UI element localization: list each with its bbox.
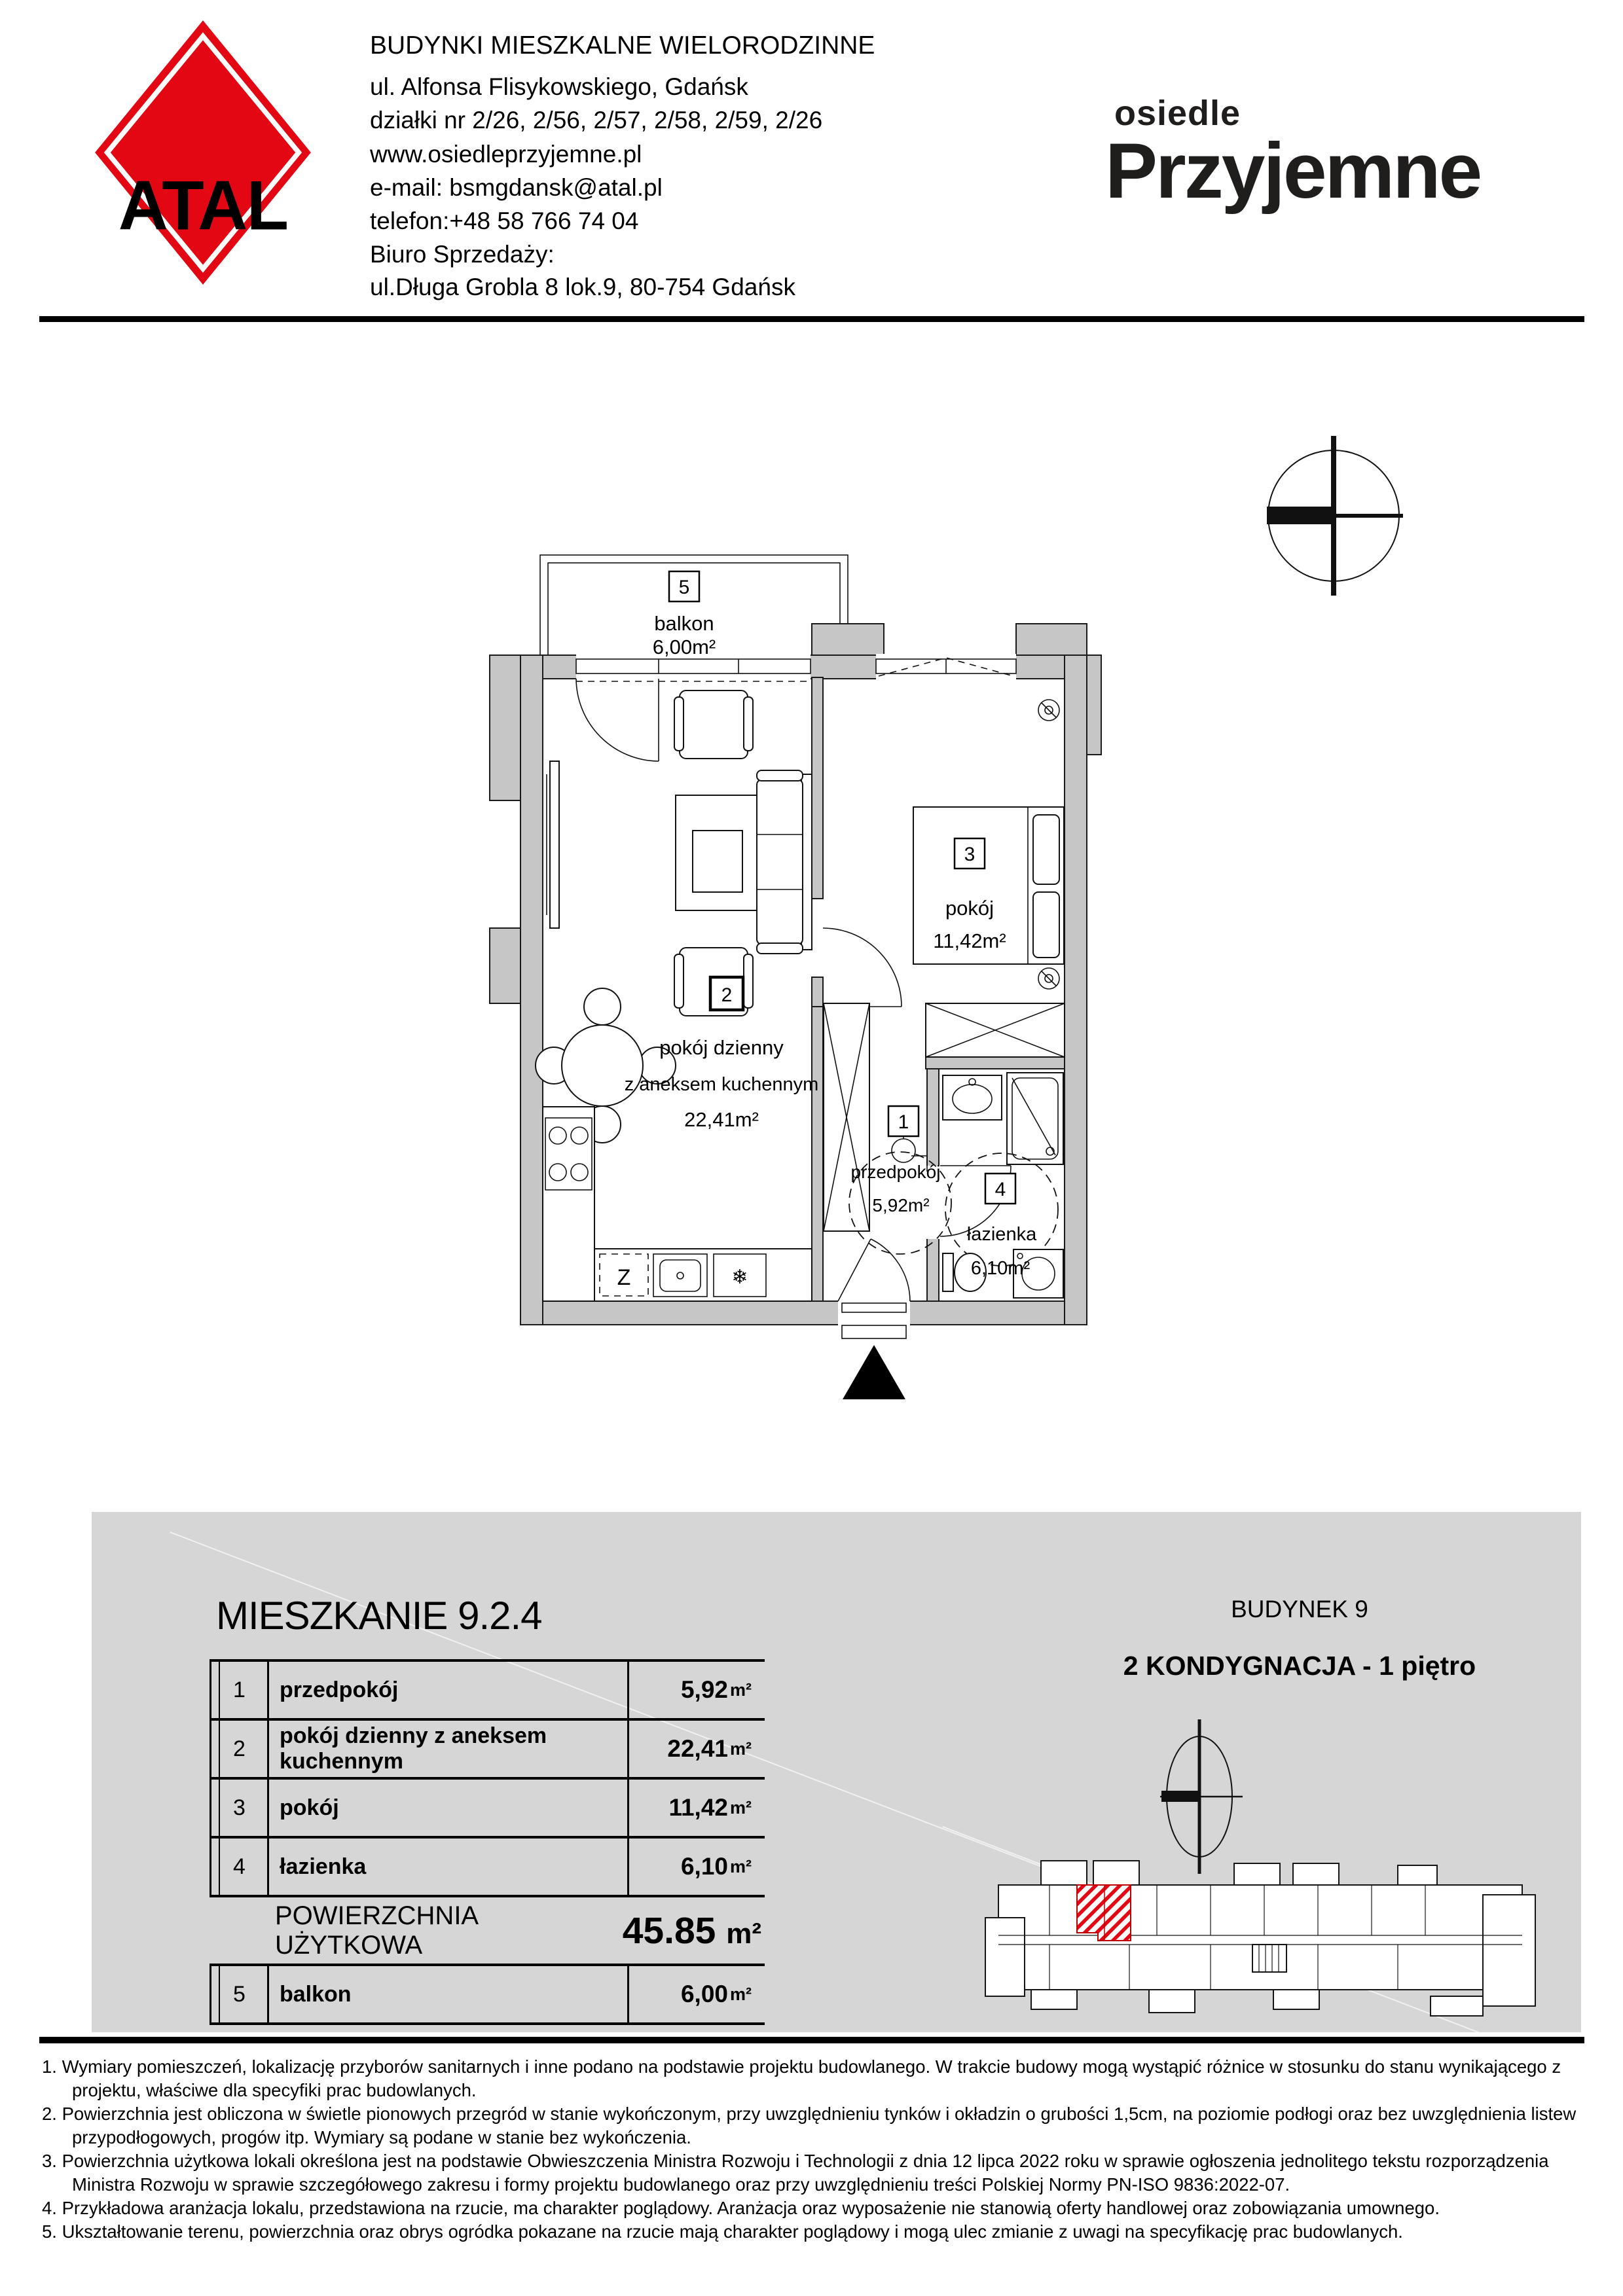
wall-closet-bath — [926, 1057, 1065, 1069]
room-name: pokój dzienny — [659, 1036, 784, 1059]
sofa — [757, 770, 812, 954]
table-row — [211, 1662, 765, 1721]
building-storey: 2 KONDYGNACJA - 1 piętro — [1123, 1651, 1476, 1681]
row-name: przedpokój — [280, 1677, 399, 1702]
entrance-arrow — [843, 1345, 905, 1399]
tv-unit — [547, 761, 559, 928]
coffee-table — [676, 795, 759, 910]
estate-logo-large: Przyjemne — [1105, 127, 1481, 215]
row-area — [627, 1780, 765, 1836]
project-website: www.osiedleprzyjemne.pl — [370, 141, 642, 168]
header-separator — [39, 316, 1584, 322]
table-row — [211, 1780, 765, 1839]
bedroom-window — [876, 654, 1016, 680]
row-number: 1 — [211, 1662, 269, 1718]
room-name: przedpokój — [850, 1162, 941, 1182]
total-area-row — [210, 1899, 763, 1962]
socket-symbol — [1038, 700, 1059, 721]
row-name: balkon — [280, 1981, 352, 2007]
room-area: 5,92m² — [872, 1195, 930, 1215]
row-name: pokój — [280, 1795, 339, 1820]
footnote: 3. Powierzchnia użytkowa lokali określona jest na podstawie Obwieszczenia Ministra Rozwoju i Technologii z dnia 12 lipca 2022 roku w sprawie ogłoszenia jednolitego tekstu rozporządzenia Ministra Rozwoju w sprawie szczegółowego zakresu i formy projektu budowlanego oraz przy uwzględnieniu treści Polskiej Normy PN-ISO 9836:2022-07. — [42, 2151, 1549, 2195]
total-area-value — [623, 1909, 763, 1952]
footnote: 2. Powierzchnia jest obliczona w świetle pionowych przegród w stanie wykończonym, przy uwzględnieniu tynków i okładzin o grubości 1,5cm, na poziomie podłogi oraz bez uwzględnienia listew przypodłogowych, progów itp. Wymiary są podane w stanie bez wykończenia. — [42, 2104, 1577, 2147]
room-name: łazienka — [966, 1224, 1037, 1245]
bedroom-wardrobe — [926, 1003, 1065, 1057]
bedroom-door — [823, 928, 902, 1007]
room-number: 2 — [721, 984, 733, 1006]
room-name: pokój — [945, 897, 994, 920]
room-number: 3 — [964, 844, 976, 865]
table-double-border — [219, 1659, 220, 1897]
room-name: balkon — [654, 612, 714, 635]
row-number: 3 — [211, 1780, 269, 1836]
neighbour-wall — [1087, 655, 1101, 755]
balcony-table — [210, 1964, 765, 2025]
shower — [1007, 1073, 1063, 1164]
socket-symbol — [1038, 968, 1059, 989]
logo-diamond — [95, 20, 311, 285]
bathroom-sink — [943, 1075, 1002, 1120]
sales-office-address: ul.Długa Grobla 8 lok.9, 80-754 Gdańsk — [370, 274, 795, 300]
armchair — [674, 691, 753, 759]
project-address: ul. Alfonsa Flisykowskiego, Gdańsk — [370, 73, 748, 100]
building-name: BUDYNEK 9 — [1231, 1596, 1368, 1623]
row-number: 2 — [211, 1721, 269, 1777]
footnote: 4. Przykładowa aranżacja lokalu, przedstawiona na rzucie, ma charakter poglądowy. Aranżacja oraz wyposażenie nie stanowią oferty handlowej oraz zobowiązania umownego. — [42, 2198, 1440, 2218]
room-number: 1 — [898, 1111, 909, 1133]
room-name-2: z aneksem kuchennym — [624, 1074, 819, 1095]
fridge-icon: ❄ — [731, 1266, 748, 1288]
kitchen — [543, 1107, 812, 1301]
table-row — [211, 1839, 765, 1897]
room-table — [210, 1659, 765, 1897]
row-area — [627, 1839, 765, 1895]
room-label-bathroom — [967, 1174, 1037, 1279]
table-row — [211, 1721, 765, 1780]
atal-logo-icon — [92, 17, 314, 288]
area-value: 11,42 — [668, 1794, 728, 1821]
total-unit: m² — [726, 1918, 761, 1950]
room-area: 6,10m² — [970, 1258, 1030, 1279]
total-value: 45.85 — [622, 1910, 716, 1952]
project-plots: działki nr 2/26, 2/56, 2/57, 2/58, 2/59, 2/26 — [370, 107, 823, 134]
area-unit: m² — [730, 1984, 752, 2004]
room-area: 22,41m² — [684, 1108, 759, 1131]
area-value: 5,92 — [680, 1676, 728, 1703]
row-number: 4 — [211, 1839, 269, 1895]
estate-logo-small: osiedle — [1114, 94, 1241, 133]
row-area — [627, 1721, 765, 1777]
building-compass-icon — [1159, 1718, 1244, 1878]
apartment-title: MIESZKANIE 9.2.4 — [216, 1594, 542, 1638]
floor-plan-drawing — [484, 545, 1113, 1416]
row-name: pokój dzienny z aneksem kuchennym — [280, 1723, 547, 1774]
row-area — [627, 1662, 765, 1718]
wall-living-hall — [812, 1007, 823, 1301]
highlighted-unit — [1077, 1885, 1131, 1941]
area-unit: m² — [730, 1856, 752, 1876]
row-area — [627, 1966, 765, 2022]
neighbour-wall — [490, 928, 520, 1003]
project-title: BUDYNKI MIESZKALNE WIELORODZINNE — [370, 31, 875, 60]
row-name: łazienka — [280, 1854, 367, 1879]
footnote: 5. Ukształtowanie terenu, powierzchnia oraz obrys ogródka pokazane na rzucie mają charakter poglądowy i mogą ulec zmianie z uwagi na specyfikację prac budowlanych. — [42, 2221, 1403, 2242]
area-value: 22,41 — [667, 1735, 728, 1762]
footnote: 1. Wymiary pomieszczeń, lokalizację przyborów sanitarnych i inne podano na podstawie projektu budowlanego. W trakcie budowy mogą wystąpić różnice w stosunku do stanu wynikającego z projektu, właściwe dla specyfiki prac budowlanych. — [42, 2056, 1561, 2100]
dishwasher-icon: Z — [617, 1265, 631, 1290]
logo-text: ATAL — [118, 166, 288, 245]
footer-separator — [39, 2037, 1584, 2043]
room-area: 6,00m² — [652, 636, 716, 658]
balcony-door — [576, 679, 659, 761]
room-number: 4 — [994, 1179, 1006, 1200]
neighbour-wall — [490, 655, 520, 800]
project-phone: telefon:+48 58 766 74 04 — [370, 207, 639, 234]
area-value: 6,10 — [680, 1853, 728, 1880]
room-area: 11,42m² — [933, 929, 1006, 952]
area-unit: m² — [730, 1679, 752, 1700]
compass-icon — [1260, 432, 1408, 599]
table-double-border — [219, 1964, 220, 2022]
room-label-balcony — [653, 571, 716, 658]
wall-stub — [812, 977, 823, 1007]
room-number: 5 — [678, 577, 690, 598]
sales-office-label: Biuro Sprzedaży: — [370, 241, 555, 268]
project-email: e-mail: bsmgdansk@atal.pl — [370, 174, 663, 201]
atal-logo — [92, 17, 314, 288]
area-value: 6,00 — [680, 1981, 728, 2007]
total-area-label: POWIERZCHNIA UŻYTKOWA — [275, 1901, 477, 1960]
footnotes — [42, 2055, 1582, 2244]
area-unit: m² — [730, 1738, 752, 1759]
floor-plan — [484, 545, 1113, 1419]
row-number: 5 — [211, 1966, 269, 2022]
wall-living-bedroom — [812, 677, 823, 899]
building-floor-overview — [979, 1856, 1542, 2026]
area-unit: m² — [730, 1797, 752, 1818]
table-row — [211, 1966, 765, 2025]
